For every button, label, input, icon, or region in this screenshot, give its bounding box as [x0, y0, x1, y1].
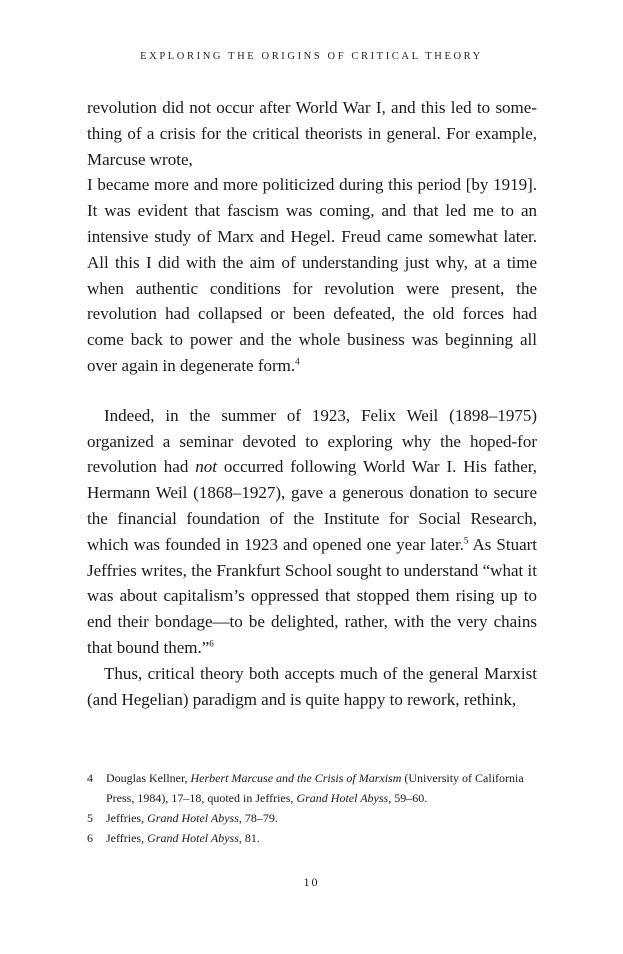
- footnote-ref-6[interactable]: 6: [209, 638, 214, 649]
- footnote-6: [87, 828, 537, 848]
- footnote-title: Grand Hotel Abyss: [296, 791, 389, 805]
- footnote-title: Grand Hotel Abyss: [147, 811, 239, 825]
- footnote-text: [106, 808, 537, 828]
- footnote-ref-5[interactable]: 5: [463, 535, 469, 546]
- footnote-number: 4: [87, 771, 93, 785]
- footnote-segment: , 59–60.: [388, 791, 428, 805]
- running-head: EXPLORING THE ORIGINS OF CRITICAL THEORY: [140, 51, 483, 62]
- paragraph-thus: [87, 661, 537, 713]
- footnote-4: [87, 768, 537, 808]
- footnote-text: [106, 768, 537, 808]
- footnote-ref-4[interactable]: 4: [295, 356, 300, 367]
- footnote-title: Herbert Marcuse and the Crisis of Marxism: [190, 771, 402, 785]
- footnote-title: Grand Hotel Abyss: [147, 831, 239, 845]
- footnote-segment: Douglas Kellner,: [106, 771, 191, 785]
- footnote-text: [106, 828, 537, 848]
- footnote-segment: Jeffries,: [106, 811, 148, 825]
- paragraph-text: Indeed, in the summer of 1923, Felix Weil (1898–1975) organized a seminar devoted to exploring why the hoped-for revolution had: [87, 405, 537, 477]
- page-number: 10: [303, 875, 320, 889]
- footnote-segment: (University of California Press, 1984), 17–18, quoted in Jeffries,: [106, 771, 524, 805]
- footnote-number: 6: [87, 831, 93, 845]
- paragraph-text: As Stuart Jeffries writes, the Frankfurt School sought to understand “what it was about capitalism’s oppressed that stopped them rising up to end their bondage—to be delighted, rather, with the very chains that bound them.”: [87, 534, 537, 657]
- quote-text: I became more and more politicized during this period [by 1919]. It was evident that fascism was coming, and that led me to an intensive study of Marx and Hegel. Freud came somewhat later. All this I did with the aim of understanding just why, at a time when authentic conditions for revolution were present, the revolution had collapsed or been defeated, the old forces had come back to power and the whole business was beginning all over again in degenerate form.: [87, 175, 537, 375]
- emphasis-text: not: [195, 457, 217, 477]
- footnote-segment: Jeffries,: [106, 831, 148, 845]
- footnote-segment: , 81.: [238, 831, 260, 845]
- paragraph-text: revolution did not occur after World War I, and this led to something of a crisis for the critical theorists in general. For example, Marcuse wrote,: [87, 98, 537, 169]
- body-text: [87, 95, 537, 712]
- paragraph-continued: [87, 95, 537, 172]
- footnote-number: 5: [87, 811, 93, 825]
- footnote-5: [87, 808, 537, 828]
- paragraph-text: occurred following World War I. His father, Hermann Weil (1868–1927), gave a generous donation to secure the financial foundation of the Institute for Social Research, which was founded in 1923 and opened one year later.: [87, 457, 537, 554]
- paragraph-text: Thus, critical theory both accepts much of the general Marxist (and Hegelian) paradigm and is quite happy to rework, rethink,: [87, 663, 537, 709]
- footnotes: [87, 768, 537, 848]
- paragraph-weil: [87, 403, 537, 661]
- block-quote: [87, 172, 537, 378]
- footnote-segment: , 78–79.: [238, 811, 278, 825]
